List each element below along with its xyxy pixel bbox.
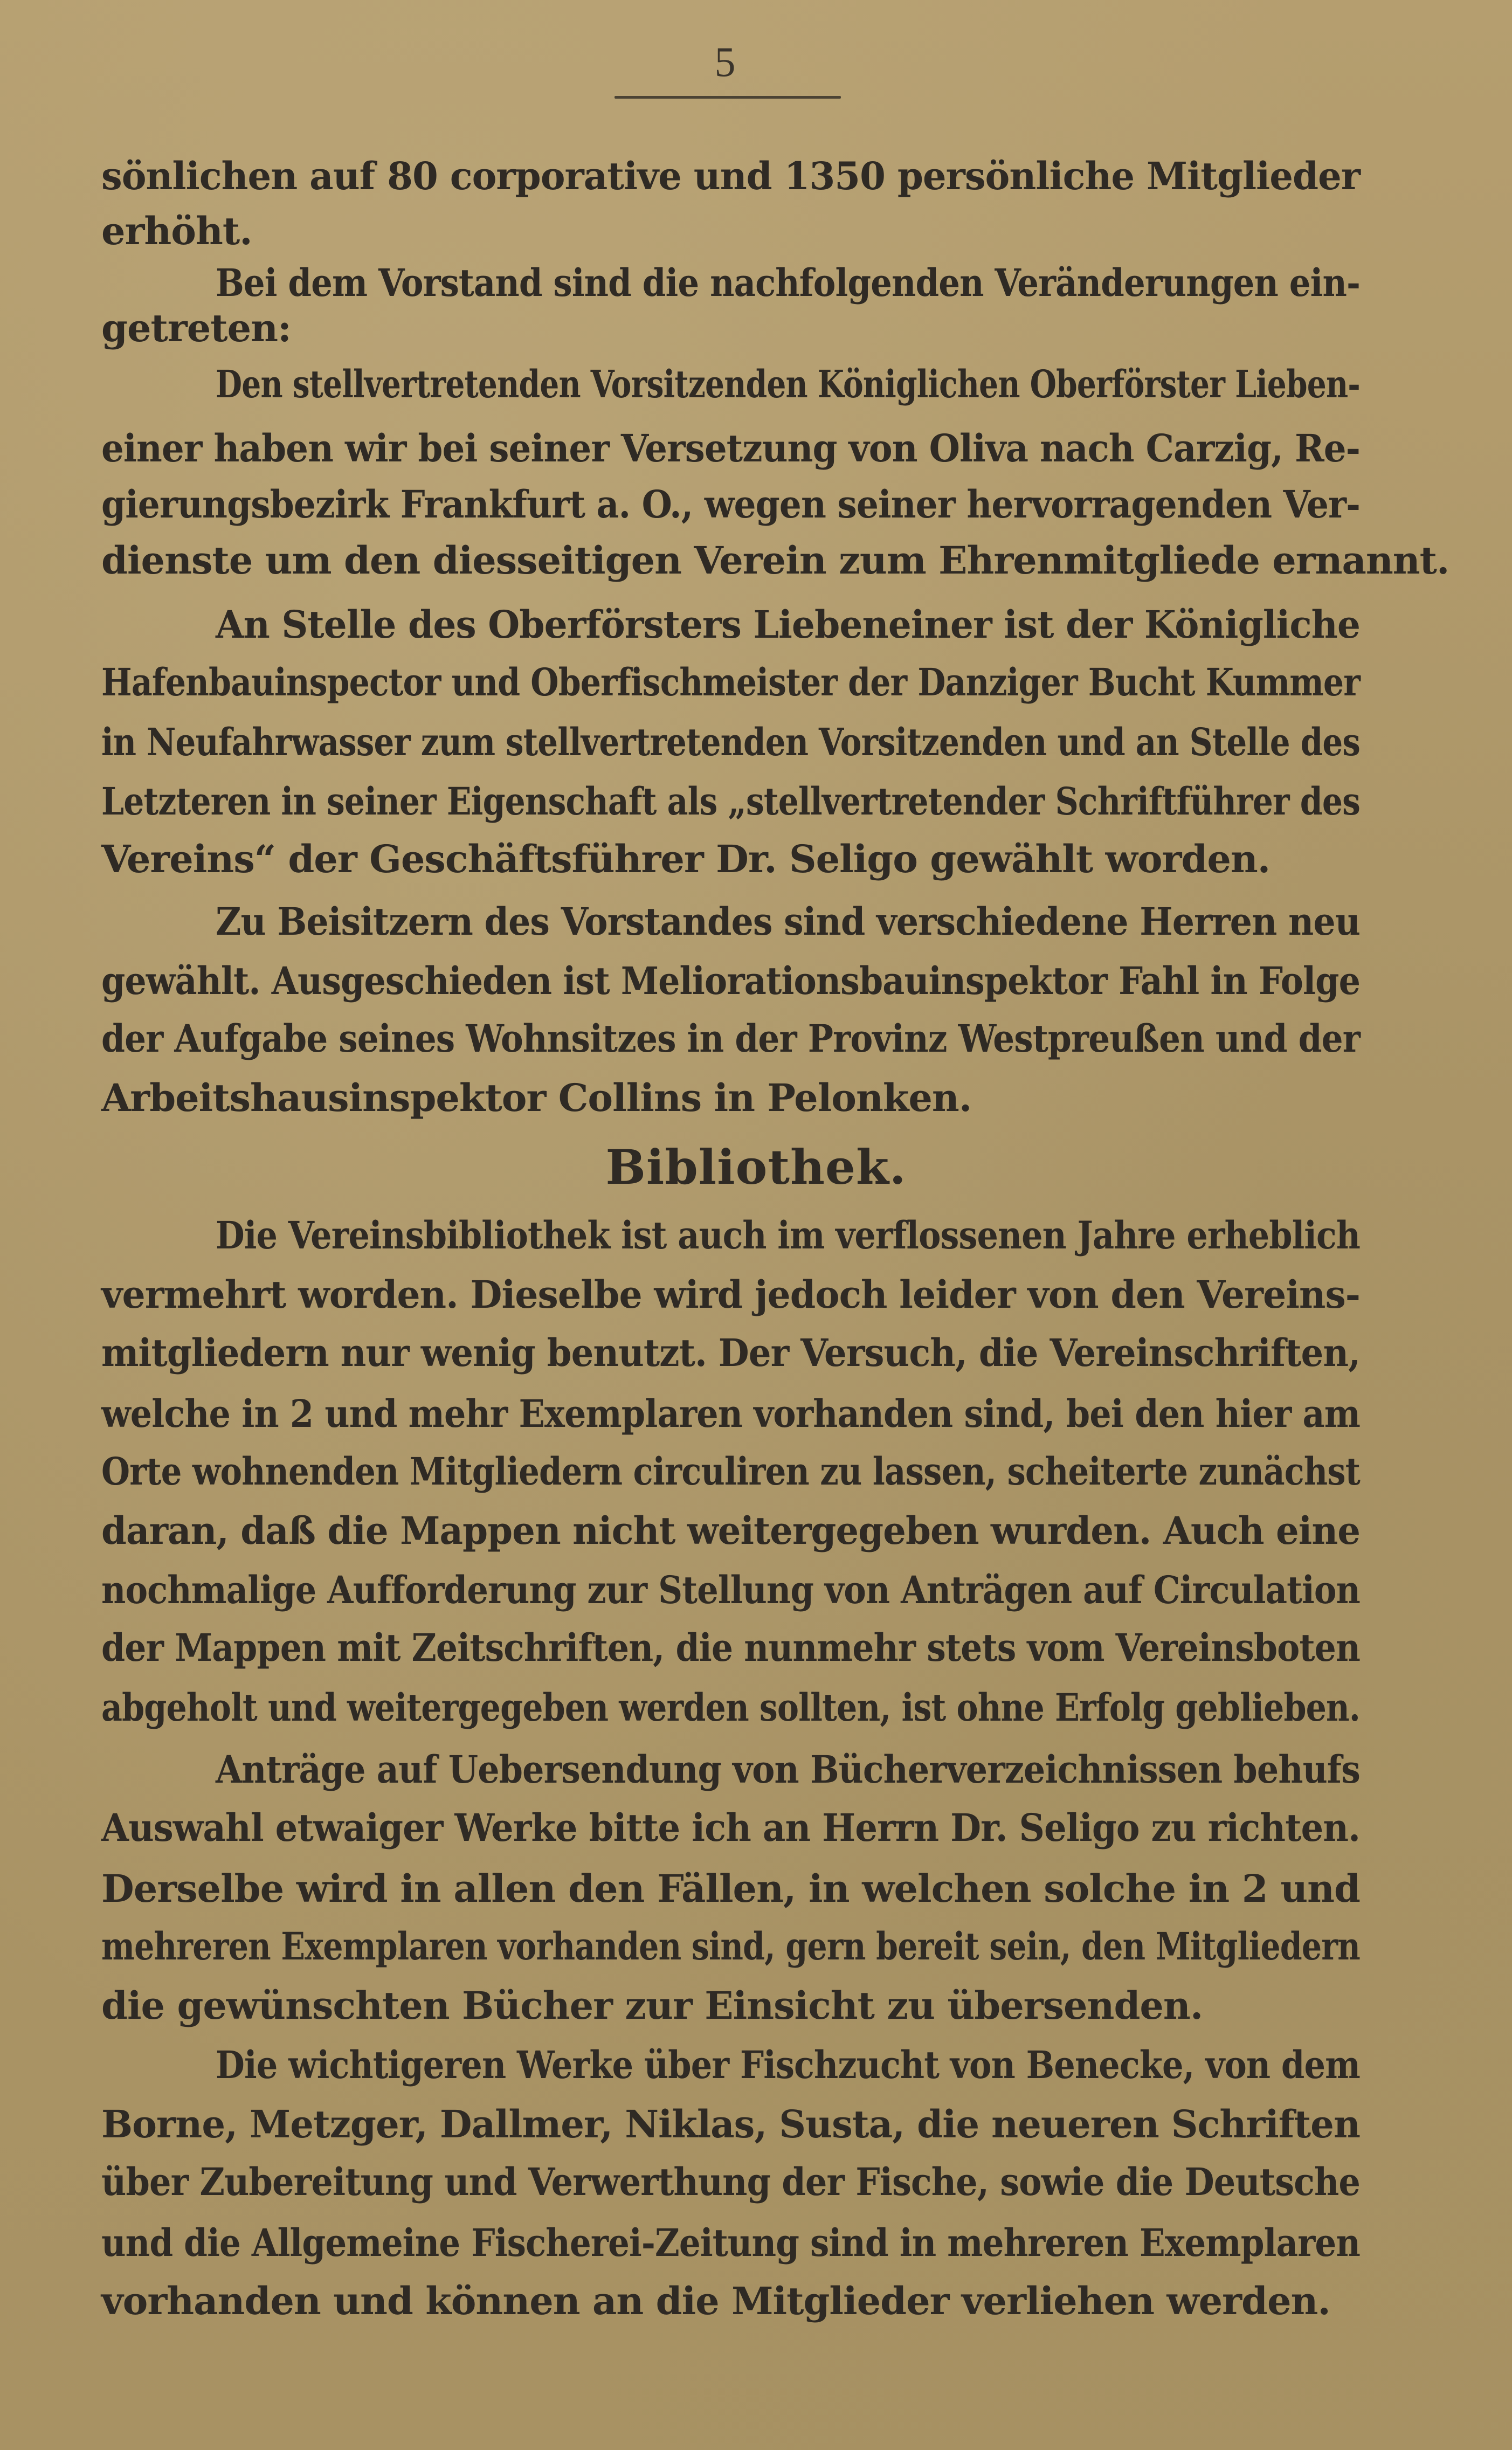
text-line: die gewünschten Bücher zur Einsicht zu übersenden.	[101, 1983, 1203, 2028]
text-line: Borne, Metzger, Dallmer, Niklas, Susta, die neueren Schriften	[101, 2102, 1360, 2147]
text-line: über Zubereitung und Verwerthung der Fische, sowie die Deutsche	[101, 2159, 1360, 2204]
text-line: Orte wohnenden Mitgliedern circuliren zu lassen, scheiterte zunächst	[101, 1449, 1360, 1494]
text-line: Zu Beisitzern des Vorstandes sind verschiedene Herren neu	[216, 899, 1360, 944]
section-heading: Bibliothek.	[605, 1139, 907, 1195]
text-line: Den stellvertretenden Vorsitzenden Königlichen Oberförster Lieben-	[216, 362, 1360, 406]
text-line: getreten:	[101, 306, 291, 350]
text-line: welche in 2 und mehr Exemplaren vorhanden sind, bei den hier am	[101, 1391, 1360, 1436]
text-line: Vereins“ der Geschäftsführer Dr. Seligo gewählt worden.	[101, 837, 1271, 881]
text-line: gierungsbezirk Frankfurt a. O., wegen seiner hervorragenden Ver-	[101, 482, 1360, 527]
text-line: Arbeitshausinspektor Collins in Pelonken.	[101, 1075, 972, 1120]
text-line: dienste um den diesseitigen Verein zum Ehrenmitgliede ernannt.	[101, 538, 1449, 583]
text-line: der Mappen mit Zeitschriften, die nunmehr stets vom Vereinsboten	[101, 1625, 1360, 1670]
text-line: Die Vereinsbibliothek ist auch im verflossenen Jahre erheblich	[216, 1213, 1360, 1258]
text-line: der Aufgabe seines Wohnsitzes in der Provinz Westpreußen und der	[101, 1016, 1360, 1061]
text-line: Anträge auf Uebersendung von Bücherverzeichnissen behufs	[216, 1747, 1360, 1792]
text-line: gewählt. Ausgeschieden ist Meliorationsbauinspektor Fahl in Folge	[101, 958, 1360, 1003]
text-line: Bei dem Vorstand sind die nachfolgenden Veränderungen ein-	[216, 260, 1360, 305]
text-line: abgeholt und weitergegeben werden sollten, ist ohne Erfolg geblieben.	[101, 1685, 1360, 1730]
text-line: vorhanden und können an die Mitglieder verliehen werden.	[101, 2279, 1330, 2323]
text-line: erhöht.	[101, 209, 252, 253]
text-line: in Neufahrwasser zum stellvertretenden Vorsitzenden und an Stelle des	[101, 720, 1360, 764]
text-line: An Stelle des Oberförsters Liebeneiner ist der Königliche	[216, 602, 1360, 647]
text-line: sönlichen auf 80 corporative und 1350 persönliche Mitglieder	[101, 154, 1360, 198]
text-line: Derselbe wird in allen den Fällen, in welchen solche in 2 und	[101, 1866, 1360, 1911]
text-line: mitgliedern nur wenig benutzt. Der Versuch, die Vereinschriften,	[101, 1330, 1360, 1375]
text-line: mehreren Exemplaren vorhanden sind, gern bereit sein, den Mitgliedern	[101, 1924, 1360, 1969]
text-line: vermehrt worden. Dieselbe wird jedoch leider von den Vereins-	[101, 1272, 1360, 1317]
text-line: nochmalige Aufforderung zur Stellung von Anträgen auf Circulation	[101, 1568, 1360, 1612]
header-rule	[615, 96, 841, 99]
text-line: daran, daß die Mappen nicht weitergegeben wurden. Auch eine	[101, 1508, 1360, 1553]
text-line: Auswahl etwaiger Werke bitte ich an Herrn Dr. Seligo zu richten.	[101, 1805, 1360, 1850]
page-number: 5	[714, 38, 736, 85]
text-line: Hafenbauinspector und Oberfischmeister der Danziger Bucht Kummer	[101, 660, 1360, 705]
text-line: Letzteren in seiner Eigenschaft als „stellvertretender Schriftführer des	[101, 779, 1360, 824]
text-line: Die wichtigeren Werke über Fischzucht von Benecke, von dem	[216, 2042, 1360, 2087]
text-line: einer haben wir bei seiner Versetzung von Oliva nach Carzig, Re-	[101, 426, 1360, 471]
text-line: und die Allgemeine Fischerei-Zeitung sind in mehreren Exemplaren	[101, 2220, 1360, 2265]
